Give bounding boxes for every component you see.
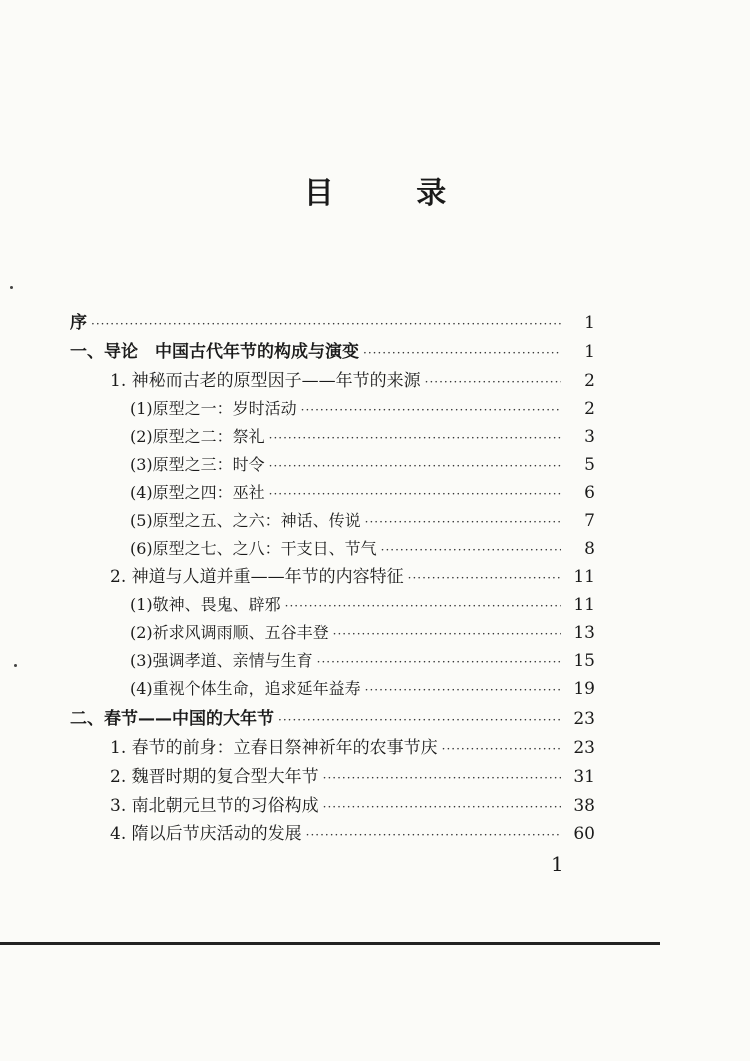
toc-entry[interactable] [70, 708, 595, 731]
dot-leader [323, 796, 561, 818]
toc-entry[interactable] [110, 766, 595, 789]
toc-entry-label: 4. 隋以后节庆活动的发展 [110, 824, 302, 844]
dot-leader [442, 738, 561, 760]
toc-entry[interactable] [130, 482, 595, 505]
dot-leader [278, 709, 561, 731]
toc-entry-page: 23 [573, 738, 595, 758]
toc-entry-label: (3)原型之三：时令 [130, 455, 265, 474]
toc-entry-label: (6)原型之七、之八：干支日、节气 [130, 539, 377, 558]
toc-entry-label: (4)原型之四：巫社 [130, 483, 265, 502]
toc-entry[interactable] [130, 454, 595, 477]
scan-speck [10, 286, 13, 289]
toc-entry[interactable] [110, 566, 595, 589]
toc-entry-page: 2 [584, 399, 595, 419]
toc-entry-page: 1 [584, 313, 595, 333]
toc-entry-label: (4)重视个体生命，追求延年益寿 [130, 679, 361, 698]
toc-entry[interactable] [130, 678, 595, 701]
dot-leader [269, 455, 561, 477]
toc-entry-page: 8 [584, 539, 595, 559]
toc-entry[interactable] [130, 510, 595, 533]
dot-leader [381, 539, 561, 561]
dot-leader [285, 595, 561, 617]
toc-entry-page: 23 [573, 709, 595, 729]
dot-leader [323, 767, 561, 789]
dot-leader [408, 567, 561, 589]
dot-leader [269, 483, 561, 505]
toc-entry-label: 2. 魏晋时期的复合型大年节 [110, 767, 319, 787]
toc-entry[interactable] [110, 795, 595, 818]
dot-leader [269, 427, 561, 449]
toc-entry-label: (1)敬神、畏鬼、辟邪 [130, 595, 281, 614]
dot-leader [317, 651, 561, 673]
dot-leader [301, 399, 561, 421]
toc-entry-page: 5 [584, 455, 595, 475]
toc-entry-label: 3. 南北朝元旦节的习俗构成 [110, 796, 319, 816]
toc-entry[interactable] [70, 312, 595, 335]
toc-entry-label: 2. 神道与人道并重——年节的内容特征 [110, 567, 404, 587]
dot-leader [333, 623, 561, 645]
toc-entry-label: 二、春节——中国的大年节 [70, 709, 274, 729]
toc-entry-label: 1. 神秘而古老的原型因子——年节的来源 [110, 371, 421, 391]
toc-entry-label: (2)祈求风调雨顺、五谷丰登 [130, 623, 329, 642]
dot-leader [365, 511, 561, 533]
bottom-rule [0, 942, 660, 945]
toc-entry-label: 一、导论 中国古代年节的构成与演变 [70, 342, 359, 362]
toc-entry-page: 11 [573, 595, 595, 615]
toc-entry-page: 19 [573, 679, 595, 699]
toc-entry-label: 1. 春节的前身：立春日祭神祈年的农事节庆 [110, 738, 438, 758]
dot-leader [91, 313, 561, 335]
toc-entry-page: 2 [584, 371, 595, 391]
toc-entry-page: 31 [573, 767, 595, 787]
toc-entry-label: 序 [70, 313, 87, 333]
toc-entry[interactable] [130, 426, 595, 449]
toc-entry[interactable] [110, 370, 595, 393]
toc-entry-page: 38 [573, 796, 595, 816]
toc-entry-page: 15 [573, 651, 595, 671]
toc-entry-label: (3)强调孝道、亲情与生育 [130, 651, 313, 670]
page-number: 1 [551, 852, 564, 876]
toc-entry-label: (2)原型之二：祭礼 [130, 427, 265, 446]
toc-entry[interactable] [130, 622, 595, 645]
toc-entry[interactable] [130, 398, 595, 421]
toc-entry-label: (5)原型之五、之六：神话、传说 [130, 511, 361, 530]
page-title: 目 录 [303, 176, 483, 211]
toc-entry-page: 6 [584, 483, 595, 503]
toc-entry[interactable] [70, 341, 595, 364]
toc-entry-page: 7 [584, 511, 595, 531]
toc-entry[interactable] [130, 650, 595, 673]
dot-leader [365, 679, 561, 701]
dot-leader [425, 371, 561, 393]
toc-entry[interactable] [110, 737, 595, 760]
dot-leader [306, 824, 561, 846]
dot-leader [363, 342, 561, 364]
toc-entry-page: 13 [573, 623, 595, 643]
scan-speck [14, 664, 17, 667]
toc-entry[interactable] [110, 823, 595, 846]
toc-entry[interactable] [130, 594, 595, 617]
toc-entry-page: 11 [573, 567, 595, 587]
toc-entry-page: 3 [584, 427, 595, 447]
toc-entry-label: (1)原型之一：岁时活动 [130, 399, 297, 418]
toc-entry[interactable] [130, 538, 595, 561]
toc-entry-page: 1 [584, 342, 595, 362]
toc-entry-page: 60 [573, 824, 595, 844]
